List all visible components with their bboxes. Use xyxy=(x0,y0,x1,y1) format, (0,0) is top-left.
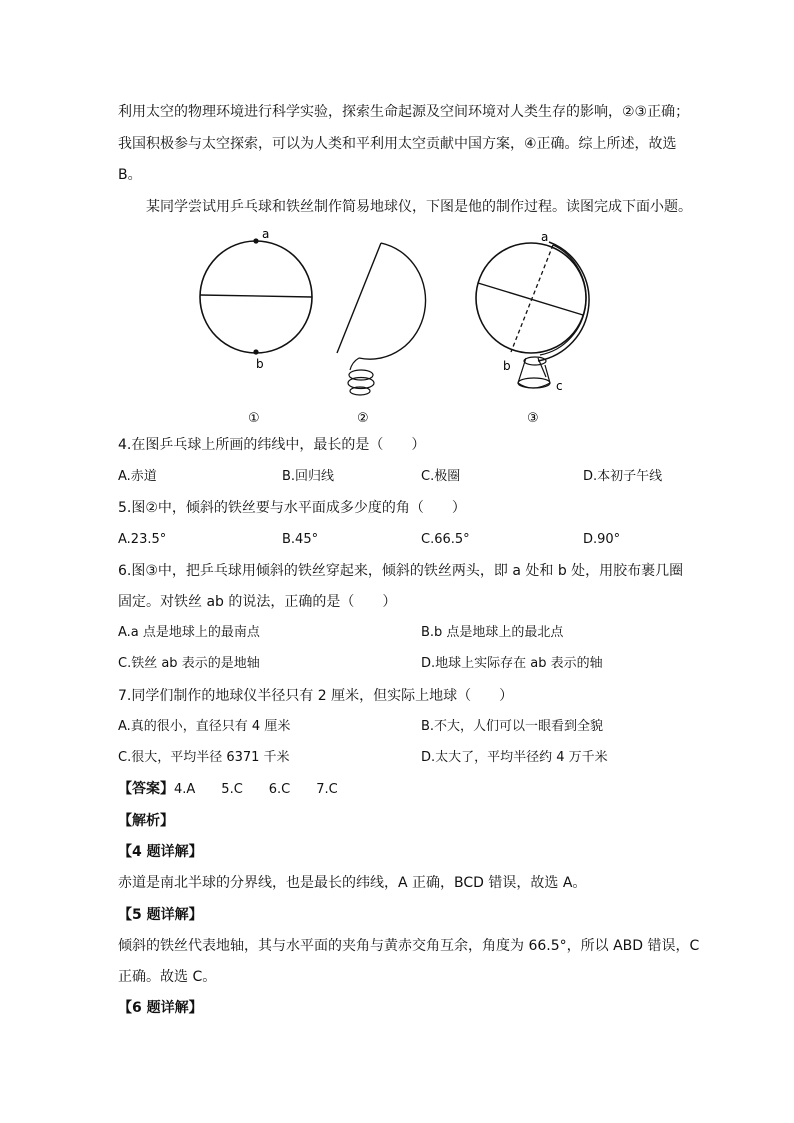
label-a-fig3: a xyxy=(541,230,549,244)
q6-option-a: A.a 点是地球上的最南点 xyxy=(118,625,260,640)
q4-option-a: A.赤道 xyxy=(118,469,157,484)
q5-question: 5.图②中，倾斜的铁丝要与水平面成多少度的角（ ） xyxy=(118,500,466,516)
caption-figure-1: ① xyxy=(248,411,260,425)
q4-option-d: D.本初子午线 xyxy=(583,469,663,484)
intro-line-1: 利用太空的物理环境进行科学实验，探索生命起源及空间环境对人类生存的影响，②③正确； xyxy=(118,104,690,120)
answer-row xyxy=(118,779,338,800)
q5-option-c: C.66.5° xyxy=(421,532,470,547)
q7-question: 7.同学们制作的地球仪半径只有 2 厘米，但实际上地球（ ） xyxy=(118,688,514,704)
analysis-heading: 【解析】 xyxy=(118,813,174,829)
label-c-fig3: c xyxy=(556,379,563,393)
question-stem: 某同学尝试用乒乓球和铁丝制作简易地球仪，下图是他的制作过程。读图完成下面小题。 xyxy=(146,199,692,215)
figure-2-wire xyxy=(337,243,426,395)
figure-1-ball xyxy=(200,227,312,371)
q7-option-c: C.很大，平均半径 6371 千米 xyxy=(118,750,290,765)
detail-5-text-1: 倾斜的铁丝代表地轴，其与水平面的夹角与黄赤交角互余，角度为 66.5°，所以 ABD 错误，C xyxy=(118,938,700,954)
detail-5-text-2: 正确。故选 C。 xyxy=(118,969,217,985)
q4-option-c: C.极圈 xyxy=(421,469,461,484)
detail-6-title: 【6 题详解】 xyxy=(118,1000,203,1016)
caption-figure-3: ③ xyxy=(527,411,539,425)
answer-label: 【答案】 xyxy=(118,781,174,797)
label-b-fig1: b xyxy=(256,357,264,371)
q6-question-line-1: 6.图③中，把乒乓球用倾斜的铁丝穿起来，倾斜的铁丝两头，即 a 处和 b 处，用胶布裹几圈 xyxy=(118,563,684,579)
detail-4-text: 赤道是南北半球的分界线，也是最长的纬线，A 正确，BCD 错误，故选 A。 xyxy=(118,875,587,891)
q6-question-line-2: 固定。对铁丝 ab 的说法，正确的是（ ） xyxy=(118,594,397,610)
caption-figure-2: ② xyxy=(357,411,369,425)
q7-option-b: B.不大，人们可以一眼看到全貌 xyxy=(421,719,604,734)
label-b-fig3: b xyxy=(503,359,511,373)
q7-option-a: A.真的很小，直径只有 4 厘米 xyxy=(118,719,291,734)
q6-option-b: B.b 点是地球上的最北点 xyxy=(421,625,564,640)
answer-text: 4.A 5.C 6.C 7.C xyxy=(174,782,338,797)
intro-line-3: B。 xyxy=(118,167,142,183)
q4-option-b: B.回归线 xyxy=(282,469,335,484)
q6-option-d: D.地球上实际存在 ab 表示的轴 xyxy=(421,656,603,671)
q5-option-a: A.23.5° xyxy=(118,532,167,547)
intro-line-2: 我国积极参与太空探索，可以为人类和平利用太空贡献中国方案，④正确。综上所述，故选 xyxy=(118,136,677,152)
q5-option-d: D.90° xyxy=(583,532,621,547)
label-a-fig1: a xyxy=(262,227,270,241)
q5-option-b: B.45° xyxy=(282,532,319,547)
detail-4-title: 【4 题详解】 xyxy=(118,844,203,860)
q7-option-d: D.太大了，平均半径约 4 万千米 xyxy=(421,750,608,765)
figure-3-globe xyxy=(476,230,589,393)
detail-5-title: 【5 题详解】 xyxy=(118,907,203,923)
q6-option-c: C.铁丝 ab 表示的是地轴 xyxy=(118,656,260,671)
globe-figure xyxy=(0,225,794,425)
q4-question: 4.在图乒乓球上所画的纬线中，最长的是（ ） xyxy=(118,437,426,453)
